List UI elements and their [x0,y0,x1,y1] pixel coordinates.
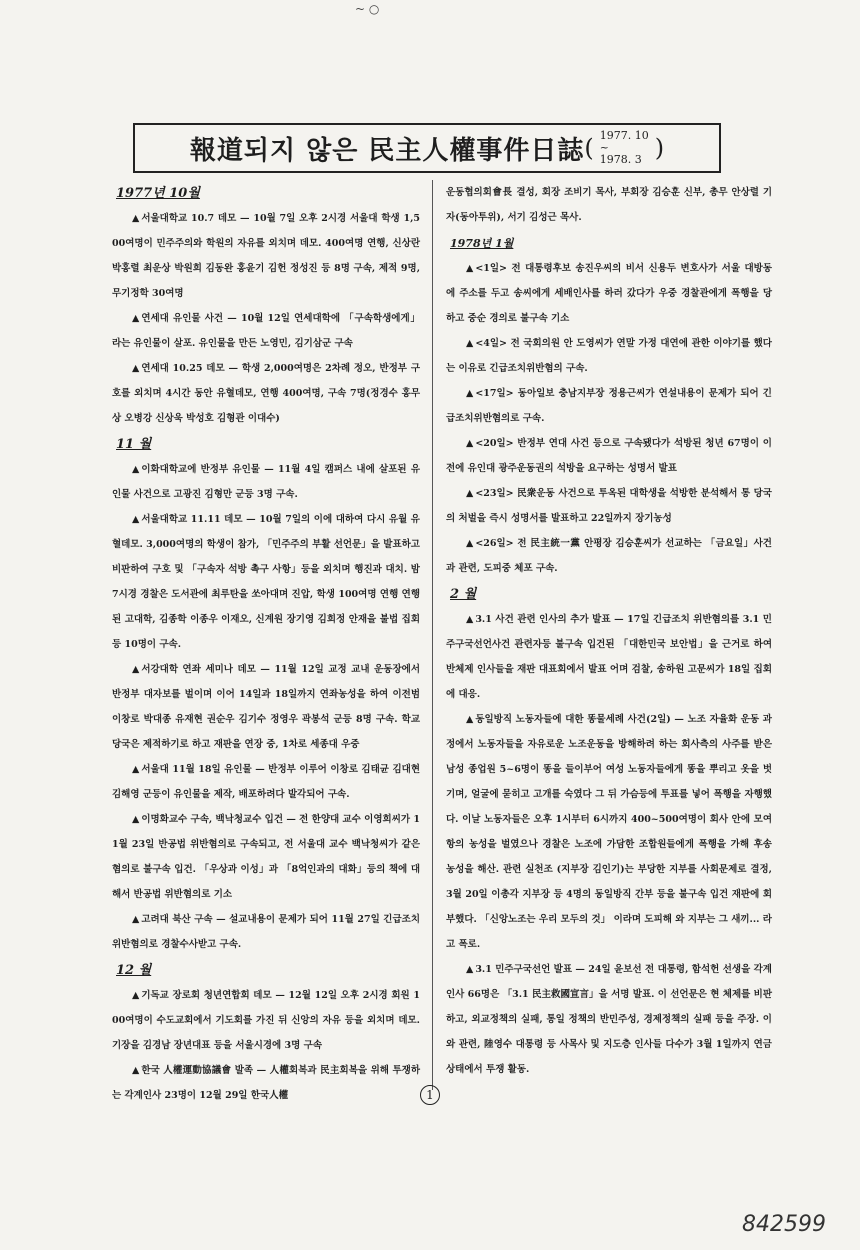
triangle-bullet-icon: ▲ [132,814,140,825]
heading-1977-oct: 1977년 10월 [116,186,200,201]
heading-dec: 12 월 [116,963,152,978]
triangle-bullet-icon: ▲ [466,614,474,625]
column-divider [432,180,433,1090]
entry: ▲ 기독교 장로회 청년연합회 데모 — 12월 12일 오후 2시경 회원 100여명이 수도교회에서 기도회를 가진 뒤 신앙의 자유 등을 외치며 데모. 기장을 김경남 장년대표 등을 서울시경에 3명 구속 [112,983,420,1058]
entry: ▲ 연세대 10.25 데모 — 학생 2,000여명은 2차례 정오, 반정부 구호를 외치며 4시간 동안 유혈데모, 연행 400여명, 구속 7명(정경수 홍무상 오병강 신상욱 박성호 김형관 이대수) [112,356,420,431]
entry: ▲ 서울대학교 11.11 데모 — 10월 7일의 이에 대하여 다시 유월 유혈데모. 3,000여명의 학생이 참가, 「민주주의 부활 선언문」을 발표하고 비판하여 구호 및 「구속자 석방 촉구 사항」등을 외치며 행진과 대치. 밤 7시경 경찰은 도서관에 최루탄을 쏘아대며 진압, 학생 100여명 연행 연행된 고대학, 김종학 이종우 이재오, 신계원 장기영 김희정 안재을 불법 집회 등 10명이 구속. [112,507,420,657]
entry: ▲ 서울대학교 10.7 데모 — 10월 7일 오후 2시경 서울대 학생 1,500여명이 민주주의와 학원의 자유를 외치며 데모. 400여명 연행, 신상란 박홍렬 최운상 박원희 김동완 홍윤기 김헌 정성진 등 8명 구속, 제적 9명, 무기정학 30여명 [112,206,420,306]
entry: ▲ <26일> 전 民主統一黨 안평장 김승훈씨가 선교하는 「금요일」사건과 관련, 도피중 체포 구속. [446,531,772,581]
entry: ▲ <4일> 전 국회의원 안 도영씨가 연말 가정 대연에 관한 이야기를 했다는 이유로 긴급조치위반혐의 구속. [446,331,772,381]
triangle-bullet-icon: ▲ [466,438,474,449]
entry: ▲ 동일방직 노동자들에 대한 똥물세례 사건(2일) — 노조 자율화 운동 과정에서 노동자들을 자유로운 노조운동을 방해하려 하는 회사측의 사주를 받은 남성 종업원 5~6명이 똥을 들이부어 여성 노동자들에게 똥을 뿌리고 옷을 벗기며, 얼굴에 묻히고 고개를 숙였다 그 뒤 가슴등에 투표를 넣어 폭행을 자행했다. 이날 노동자들은 오후 1시부터 6시까지 400~500여명이 회사 안에 모여 항의 농성을 벌였으나 경찰은 노조에 가담한 조합원들에게 폭행을 가해 후송 농성을 해산. 관련 실천조 (지부장 김인기)는 부당한 지부를 사회문제로 결정, 3월 20일 이총각 지부장 등 4명의 동일방직 간부 등을 불구속 입건 재판에 회부했다. 「신앙노조는 우리 모두의 것」 이라며 도피해 와 지부는 그 새끼... 라고 폭로. [446,707,772,957]
entry: ▲ 연세대 유인물 사건 — 10월 12일 연세대학에 「구속학생에게」라는 유인물이 살포. 유인물을 만든 노영민, 김기삼군 구속 [112,306,420,356]
right-column [446,180,772,1082]
entry: ▲ 3.1 사건 관련 인사의 추가 발표 — 17일 긴급조치 위반혐의를 3.1 민주구국선언사건 관련자등 불구속 입건된 「대한민국 보안법」을 근거로 하여 반체제 인사들을 재판 대표회에서 발표 어며 검찰, 송하원 고문씨가 18일 집회에 대응. [446,607,772,707]
entry: ▲ 3.1 민주구국선언 발표 — 24일 윤보선 전 대통령, 함석헌 선생을 각계인사 66명은 「3.1 民主救國宣言」을 서명 발표. 이 선언문은 현 체제를 비판하고, 외교정책의 실패, 통일 정책의 반민주성, 경제정책의 실패 등을 주장. 이와 관련, 陸영수 대통령 등 사목사 및 지도층 인사들 다수가 3월 1일까지 연금상태에서 투쟁 활동. [446,957,772,1082]
entry-continuation: 운동협의회會長 결성, 회장 조비기 목사, 부회장 김승훈 신부, 총무 안상렬 기자(동아투위), 서기 김성근 목사. [446,187,772,223]
entry: ▲ <1일> 전 대통령후보 송진우씨의 비서 신용두 변호사가 서울 대방동에 주소를 두고 송씨에게 세배인사를 하러 갔다가 우중 경찰관에게 폭행을 당하고 중순 경의로 불구속 기소 [446,256,772,331]
triangle-bullet-icon: ▲ [466,388,474,399]
entry: ▲ 고려대 북산 구속 — 설교내용이 문제가 되어 11월 27일 긴급조치위반혐의로 경찰수사받고 구속. [112,907,420,957]
triangle-bullet-icon: ▲ [132,664,140,675]
heading-1978-jan: 1978년 1월 [450,237,514,250]
triangle-bullet-icon: ▲ [466,714,474,725]
triangle-bullet-icon: ▲ [132,514,140,525]
title-paren-open: ( [584,134,594,162]
title-paren-close: ) [654,134,665,162]
triangle-bullet-icon: ▲ [132,363,140,374]
document-title: 報道되지 않은 民主人權事件日誌 [189,135,585,166]
title-range-end: 1978. 3 [599,153,642,166]
triangle-bullet-icon: ▲ [466,964,474,975]
triangle-bullet-icon: ▲ [466,488,474,499]
triangle-bullet-icon: ▲ [132,990,140,1001]
triangle-bullet-icon: ▲ [132,313,140,324]
left-column [112,180,420,1108]
entry: ▲ 이화대학교에 반정부 유인물 — 11월 4일 캠퍼스 내에 살포된 유인물 사건으로 고광진 김형만 군등 3명 구속. [112,457,420,507]
title-box [133,123,721,173]
triangle-bullet-icon: ▲ [466,338,474,349]
triangle-bullet-icon: ▲ [132,213,140,224]
page-number: 1 [420,1085,440,1105]
heading-feb: 2 월 [450,587,477,602]
entry: ▲ 서울대 11월 18일 유인물 — 반정부 이루어 이창로 김태균 김대현 김해영 군등이 유인물을 제작, 배포하려다 발각되어 구속. [112,757,420,807]
entry: ▲ 이명화교수 구속, 백낙청교수 입건 — 전 한양대 교수 이영희씨가 11월 23일 반공법 위반혐의로 구속되고, 전 서울대 교수 백낙청씨가 같은 혐의로 불구속 입건. 「우상과 이성」과 「8억인과의 대화」등의 책에 대해서 반공법 위반혐의로 기소 [112,807,420,907]
entry: ▲ <20일> 반정부 연대 사건 등으로 구속됐다가 석방된 청년 67명이 이전에 유인대 광주운동권의 석방을 요구하는 성명서 발표 [446,431,772,481]
triangle-bullet-icon: ▲ [466,538,474,549]
triangle-bullet-icon: ▲ [466,263,474,274]
title-range-start: 1977. 10 [599,129,649,142]
entry: ▲ 한국 人權運動協議會 발족 — 人權회복과 民主회복을 위해 투쟁하는 각계인사 23명이 12월 29일 한국人權 [112,1058,420,1108]
triangle-bullet-icon: ▲ [132,764,140,775]
title-range-sep: ~ [599,141,610,154]
triangle-bullet-icon: ▲ [132,1065,140,1076]
entry: ▲ <17일> 동아일보 충남지부장 정용근씨가 연설내용이 문제가 되어 긴급조치위반혐의로 구속. [446,381,772,431]
triangle-bullet-icon: ▲ [132,464,140,475]
archive-number: 842599 [742,1212,826,1237]
heading-nov: 11 월 [116,437,152,452]
entry: ▲ 서강대학 연좌 세미나 데모 — 11월 12일 교정 교내 운동장에서 반정부 대자보를 벌이며 이어 14일과 18일까지 연좌농성을 하여 이전범 이창로 박대종 유재현 권순우 김기수 정영우 곽봉석 군등 8명 구속. 학교당국은 제적하기로 하고 재판을 연장 중, 1차로 세종대 우중 [112,657,420,757]
entry: ▲ <23일> 民衆운동 사건으로 투옥된 대학생을 석방한 분석해서 통 당국의 처벌을 즉시 성명서를 발표하고 22일까지 장기농성 [446,481,772,531]
title-date-range [600,130,649,166]
top-mark: ~ ○ [355,2,380,16]
triangle-bullet-icon: ▲ [132,914,140,925]
